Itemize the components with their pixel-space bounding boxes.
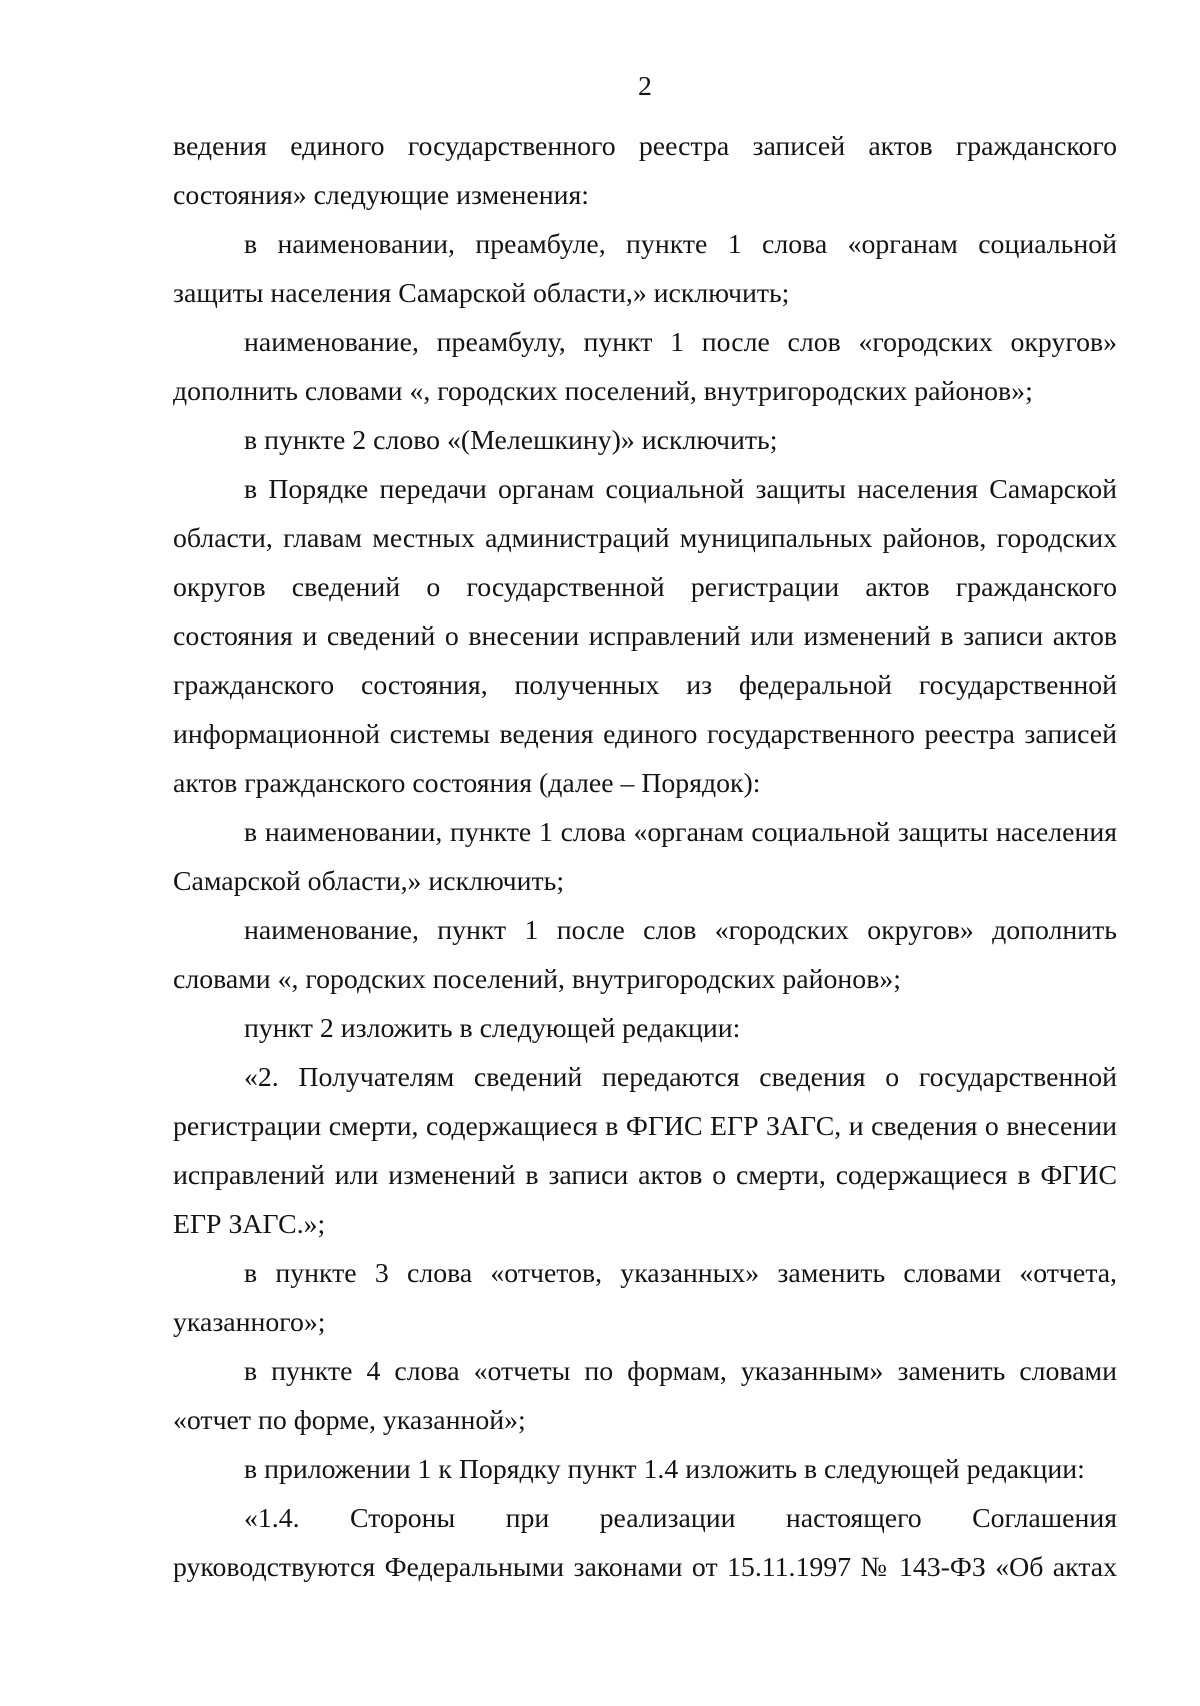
text-line: актов гражданского состояния (далее – Порядок): [173,768,761,799]
paragraph [173,808,1117,906]
paragraph [173,416,1117,465]
text-line: информационной системы ведения единого государственного реестра записей [173,719,1117,750]
text-line: наименование, преамбулу, пункт 1 после слов «городских округов» [244,327,1117,358]
text-line: исправлений или изменений в записи актов о смерти, содержащиеся в ФГИС [173,1160,1117,1191]
text-line: ЕГР ЗАГС.»; [173,1209,326,1240]
text-line: гражданского состояния, полученных из федеральной государственной [173,670,1117,701]
text-line: в пункте 3 слова «отчетов, указанных» заменить словами «отчета, [244,1258,1117,1289]
text-line: в пункте 4 слова «отчеты по формам, указанным» заменить словами [244,1356,1117,1387]
text-line: в приложении 1 к Порядку пункт 1.4 изложить в следующей редакции: [244,1454,1085,1485]
text-line: ведения единого государственного реестра записей актов гражданского [173,131,1117,162]
text-line: в наименовании, преамбуле, пункте 1 слова «органам социальной [244,229,1117,260]
text-line: «1.4. Стороны при реализации настоящего Соглашения [244,1503,1117,1534]
paragraph [173,1494,1117,1592]
text-line: округов сведений о государственной регистрации актов гражданского [173,572,1117,603]
text-line: пункт 2 изложить в следующей редакции: [244,1013,741,1044]
text-line: указанного»; [173,1307,326,1338]
text-line: руководствуются Федеральными законами от 15.11.1997 № 143-ФЗ «Об актах [173,1552,1117,1583]
paragraph [173,906,1117,1004]
paragraph [173,465,1117,808]
text-line: словами «, городских поселений, внутригородских районов»; [173,964,901,995]
paragraph [173,220,1117,318]
document-body [173,122,1117,1592]
page-number: 2 [638,71,652,102]
paragraph [173,1249,1117,1347]
paragraph [173,1053,1117,1249]
text-line: «отчет по форме, указанной»; [173,1405,526,1436]
text-line: состояния и сведений о внесении исправлений или изменений в записи актов [173,621,1117,652]
text-line: защиты населения Самарской области,» исключить; [173,278,790,309]
paragraph [173,318,1117,416]
text-line: «2. Получателям сведений передаются сведения о государственной [244,1062,1117,1093]
text-line: дополнить словами «, городских поселений, внутригородских районов»; [173,376,1033,407]
text-line: в наименовании, пункте 1 слова «органам социальной защиты населения [244,817,1117,848]
paragraph [173,1445,1117,1494]
text-line: в пункте 2 слово «(Мелешкину)» исключить; [244,425,778,456]
text-line: наименование, пункт 1 после слов «городских округов» дополнить [244,915,1117,946]
paragraph [173,1004,1117,1053]
text-line: Самарской области,» исключить; [173,866,565,897]
paragraph [173,1347,1117,1445]
paragraph [173,122,1117,220]
text-line: состояния» следующие изменения: [173,180,590,211]
text-line: регистрации смерти, содержащиеся в ФГИС ЕГР ЗАГС, и сведения о внесении [173,1111,1117,1142]
text-line: области, главам местных администраций муниципальных районов, городских [173,523,1117,554]
text-line: в Порядке передачи органам социальной защиты населения Самарской [244,474,1117,505]
